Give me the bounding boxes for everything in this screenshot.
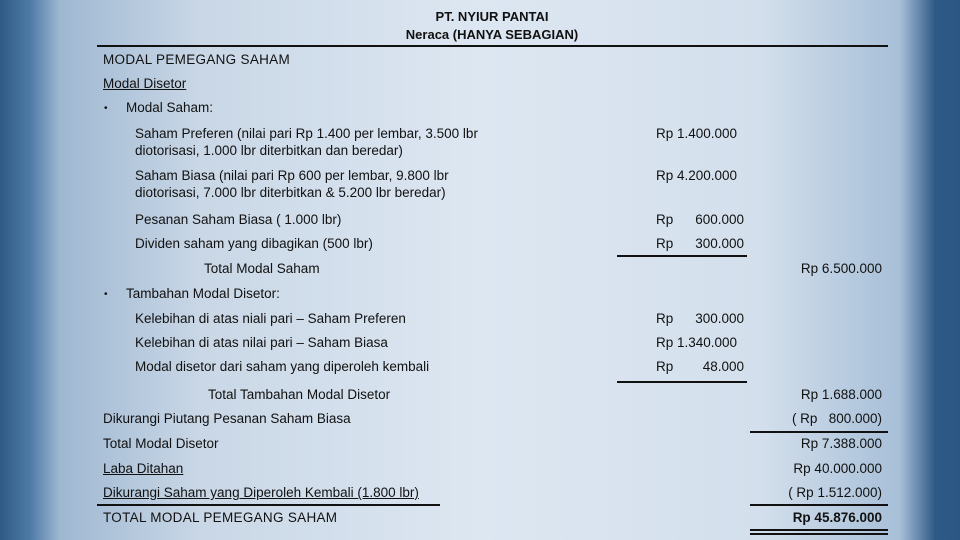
pesanan-saham-currency: Rp: [656, 212, 674, 227]
kelebihan-preferen-label: Kelebihan di atas niali pari – Saham Preferen: [135, 311, 406, 326]
total-tambahan-label: Total Tambahan Modal Disetor: [208, 387, 391, 402]
header-rule: [97, 45, 888, 47]
saham-biasa-label-line2: diotorisasi, 7.000 lbr diterbitkan & 5.200 lbr beredar): [135, 185, 446, 200]
dividen-saham-value: 300.000: [695, 236, 744, 251]
saham-diperoleh-kembali-label: Dikurangi Saham yang Diperoleh Kembali (1.800 lbr): [103, 485, 419, 500]
saham-biasa-value: Rp 4.200.000: [656, 168, 738, 183]
subtotal-rule: [750, 504, 888, 506]
total-modal-disetor-value: Rp 7.388.000: [800, 436, 882, 451]
subtotal-rule: [750, 431, 888, 433]
dividen-saham-currency: Rp: [656, 236, 674, 251]
kelebihan-preferen-value: 300.000: [695, 311, 744, 326]
total-modal-pemegang-saham-label: TOTAL MODAL PEMEGANG SAHAM: [103, 510, 338, 525]
saham-preferen-value: Rp 1.400.000: [656, 126, 738, 141]
tambahan-modal-heading: Tambahan Modal Disetor:: [126, 286, 280, 301]
modal-diperoleh-kembali-label: Modal disetor dari saham yang diperoleh kembali: [135, 359, 430, 374]
laba-ditahan-label: Laba Ditahan: [103, 461, 184, 476]
modal-diperoleh-kembali-currency: Rp: [656, 359, 674, 374]
subtotal-rule: [617, 255, 747, 257]
pesanan-saham-value: 600.000: [695, 212, 744, 227]
total-modal-disetor-label: Total Modal Disetor: [103, 436, 219, 451]
piutang-pesanan-label: Dikurangi Piutang Pesanan Saham Biasa: [103, 411, 351, 426]
double-rule-top: [750, 529, 888, 531]
modal-saham-heading: Modal Saham:: [126, 100, 214, 115]
subtotal-rule: [617, 381, 747, 383]
piutang-pesanan-value: ( Rp 800.000): [791, 411, 882, 426]
section-rule: [97, 504, 440, 506]
total-tambahan-value: Rp 1.688.000: [800, 387, 882, 402]
double-rule-bottom: [750, 533, 888, 535]
kelebihan-biasa-value: Rp 1.340.000: [656, 335, 738, 350]
pesanan-saham-label: Pesanan Saham Biasa ( 1.000 lbr): [135, 212, 342, 227]
section-title: MODAL PEMEGANG SAHAM: [103, 52, 291, 67]
saham-biasa-label-line1: Saham Biasa (nilai pari Rp 600 per lembar, 9.800 lbr: [135, 168, 449, 183]
bullet-icon: •: [104, 103, 108, 114]
bullet-icon: •: [104, 289, 108, 300]
saham-diperoleh-kembali-value: ( Rp 1.512.000): [788, 485, 882, 500]
statement-subtitle: Neraca (HANYA SEBAGIAN): [405, 27, 579, 42]
saham-preferen-label-line1: Saham Preferen (nilai pari Rp 1.400 per lembar, 3.500 lbr: [135, 126, 478, 141]
total-modal-pemegang-saham-value: Rp 45.876.000: [792, 510, 882, 525]
total-modal-saham-value: Rp 6.500.000: [800, 261, 882, 276]
kelebihan-biasa-label: Kelebihan di atas nilai pari – Saham Biasa: [135, 335, 388, 350]
modal-diperoleh-kembali-value: 48.000: [702, 359, 744, 374]
dividen-saham-label: Dividen saham yang dibagikan (500 lbr): [135, 236, 373, 251]
laba-ditahan-value: Rp 40.000.000: [793, 461, 882, 476]
modal-disetor-heading: Modal Disetor: [103, 76, 187, 91]
saham-preferen-label-line2: diotorisasi, 1.000 lbr diterbitkan dan beredar): [135, 143, 403, 158]
company-name: PT. NYIUR PANTAI: [435, 9, 549, 24]
total-modal-saham-label: Total Modal Saham: [204, 261, 320, 276]
kelebihan-preferen-currency: Rp: [656, 311, 674, 326]
